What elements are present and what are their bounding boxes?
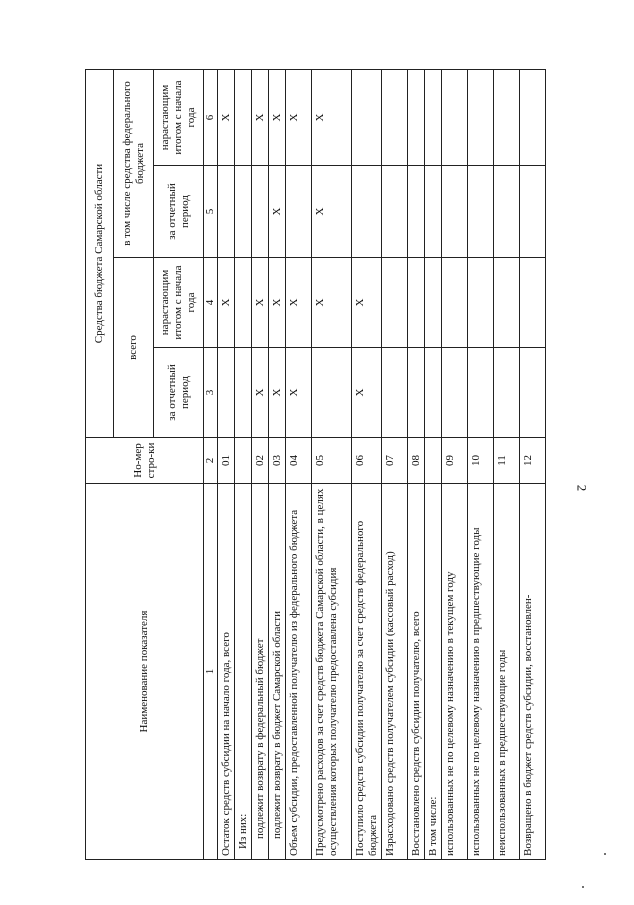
- row-value-cell[interactable]: X: [218, 70, 235, 166]
- row-value-cell[interactable]: X: [352, 348, 382, 438]
- row-code: 05: [312, 438, 352, 484]
- row-value-cell[interactable]: [218, 348, 235, 438]
- row-code: 09: [442, 438, 468, 484]
- table-row: [468, 70, 494, 860]
- row-value-cell[interactable]: X: [286, 258, 312, 348]
- row-value-cell[interactable]: X: [252, 258, 269, 348]
- table-row: [286, 70, 312, 860]
- row-indicator-name: подлежит возврату в бюджет Самарской области: [269, 484, 286, 860]
- table-row: [312, 70, 352, 860]
- row-value-cell[interactable]: X: [286, 70, 312, 166]
- row-code: 03: [269, 438, 286, 484]
- subsidy-report-table: [85, 69, 546, 860]
- row-value-cell[interactable]: X: [352, 258, 382, 348]
- row-value-cell[interactable]: X: [269, 166, 286, 258]
- row-value-cell[interactable]: [235, 166, 252, 258]
- row-value-cell[interactable]: [352, 70, 382, 166]
- row-value-cell[interactable]: [494, 258, 520, 348]
- row-value-cell[interactable]: [382, 348, 408, 438]
- row-value-cell[interactable]: [218, 166, 235, 258]
- row-indicator-name: подлежит возврату в федеральный бюджет: [252, 484, 269, 860]
- row-indicator-name: Из них:: [235, 484, 252, 860]
- row-code: [425, 438, 442, 484]
- row-code: 06: [352, 438, 382, 484]
- row-value-cell[interactable]: [252, 166, 269, 258]
- row-value-cell[interactable]: [494, 70, 520, 166]
- row-value-cell[interactable]: X: [218, 258, 235, 348]
- row-value-cell[interactable]: [382, 258, 408, 348]
- column-number: 6: [204, 70, 218, 166]
- row-value-cell[interactable]: [382, 70, 408, 166]
- header-row-number: Но-мер стро-ки: [86, 438, 204, 484]
- row-indicator-name: Предусмотрено расходов за счет средств бюджета Самарской области, в целях осуществления которых получателю предоставлена субсидия: [312, 484, 352, 860]
- row-value-cell[interactable]: [442, 70, 468, 166]
- page-number: 2: [574, 484, 590, 492]
- row-value-cell[interactable]: [286, 166, 312, 258]
- row-code: 11: [494, 438, 520, 484]
- table-row: [408, 70, 425, 860]
- row-value-cell[interactable]: X: [252, 348, 269, 438]
- row-code: 07: [382, 438, 408, 484]
- scan-speck: [604, 853, 606, 855]
- row-value-cell[interactable]: [425, 348, 442, 438]
- column-number: 4: [204, 258, 218, 348]
- row-value-cell[interactable]: [382, 166, 408, 258]
- row-indicator-name: Восстановлено средств субсидии получателю, всего: [408, 484, 425, 860]
- row-code: 10: [468, 438, 494, 484]
- row-value-cell[interactable]: [468, 348, 494, 438]
- row-code: [235, 438, 252, 484]
- row-value-cell[interactable]: [468, 258, 494, 348]
- row-value-cell[interactable]: X: [312, 258, 352, 348]
- table-row: [425, 70, 442, 860]
- row-value-cell[interactable]: [468, 70, 494, 166]
- row-code: 08: [408, 438, 425, 484]
- row-indicator-name: Израсходовано средств получателем субсидии (кассовый расход): [382, 484, 408, 860]
- table-row: [235, 70, 252, 860]
- row-indicator-name: Возвращено в бюджет средств субсидии, восстановлен-: [520, 484, 546, 860]
- table-row: [494, 70, 520, 860]
- header-budget-group: Средства бюджета Самарской области: [86, 70, 114, 438]
- table-row: [218, 70, 235, 860]
- header-federal-share: в том числе средства федерального бюджета: [114, 70, 154, 258]
- table-row: [269, 70, 286, 860]
- row-value-cell[interactable]: [235, 70, 252, 166]
- row-value-cell[interactable]: [494, 348, 520, 438]
- row-value-cell[interactable]: [352, 166, 382, 258]
- header-federal-cumulative: нарастающим итогом с начала года: [154, 70, 204, 166]
- row-code: 12: [520, 438, 546, 484]
- row-value-cell[interactable]: X: [269, 348, 286, 438]
- row-value-cell[interactable]: [425, 70, 442, 166]
- column-number: 2: [204, 438, 218, 484]
- row-value-cell[interactable]: [408, 70, 425, 166]
- row-indicator-name: В том числе:: [425, 484, 442, 860]
- row-indicator-name: использованных не по целевому назначению в текущем году: [442, 484, 468, 860]
- table-row: [382, 70, 408, 860]
- row-indicator-name: Остаток средств субсидии на начало года, всего: [218, 484, 235, 860]
- row-value-cell[interactable]: [312, 348, 352, 438]
- row-value-cell[interactable]: [520, 166, 546, 258]
- row-value-cell[interactable]: [442, 166, 468, 258]
- row-value-cell[interactable]: [408, 258, 425, 348]
- row-code: 01: [218, 438, 235, 484]
- row-indicator-name: Объем субсидии, предоставленной получателю из федерального бюджета: [286, 484, 312, 860]
- row-value-cell[interactable]: [408, 166, 425, 258]
- row-value-cell[interactable]: [425, 166, 442, 258]
- row-value-cell[interactable]: [425, 258, 442, 348]
- row-value-cell[interactable]: [442, 348, 468, 438]
- row-value-cell[interactable]: X: [312, 70, 352, 166]
- row-indicator-name: неиспользованных в предшествующие годы: [494, 484, 520, 860]
- row-value-cell[interactable]: [408, 348, 425, 438]
- row-value-cell[interactable]: [520, 258, 546, 348]
- row-value-cell[interactable]: [494, 166, 520, 258]
- header-total-period: за отчетный период: [154, 348, 204, 438]
- row-value-cell[interactable]: [235, 258, 252, 348]
- row-value-cell[interactable]: [235, 348, 252, 438]
- column-number: 5: [204, 166, 218, 258]
- column-number: 3: [204, 348, 218, 438]
- header-total-cumulative: нарастающим итогом с начала года: [154, 258, 204, 348]
- row-value-cell[interactable]: X: [269, 258, 286, 348]
- header-federal-period: за отчетный период: [154, 166, 204, 258]
- row-indicator-name: Поступило средств субсидии получателю за счет средств федерального бюджета: [352, 484, 382, 860]
- table-row: [352, 70, 382, 860]
- header-indicator-name: Наименование показателя: [86, 484, 204, 860]
- table-row: [520, 70, 546, 860]
- rotated-table-sheet: [85, 70, 540, 860]
- scan-speck: [582, 886, 584, 888]
- table-body: [218, 70, 546, 860]
- row-code: 04: [286, 438, 312, 484]
- row-value-cell[interactable]: [520, 70, 546, 166]
- row-value-cell[interactable]: X: [286, 348, 312, 438]
- row-value-cell[interactable]: X: [269, 70, 286, 166]
- table-row: [442, 70, 468, 860]
- header-total: всего: [114, 258, 154, 438]
- row-indicator-name: использованных не по целевому назначению в предшествующие годы: [468, 484, 494, 860]
- table-row: [252, 70, 269, 860]
- row-code: 02: [252, 438, 269, 484]
- row-value-cell[interactable]: [520, 348, 546, 438]
- column-number: 1: [204, 484, 218, 860]
- row-value-cell[interactable]: X: [312, 166, 352, 258]
- row-value-cell[interactable]: X: [252, 70, 269, 166]
- row-value-cell[interactable]: [442, 258, 468, 348]
- row-value-cell[interactable]: [468, 166, 494, 258]
